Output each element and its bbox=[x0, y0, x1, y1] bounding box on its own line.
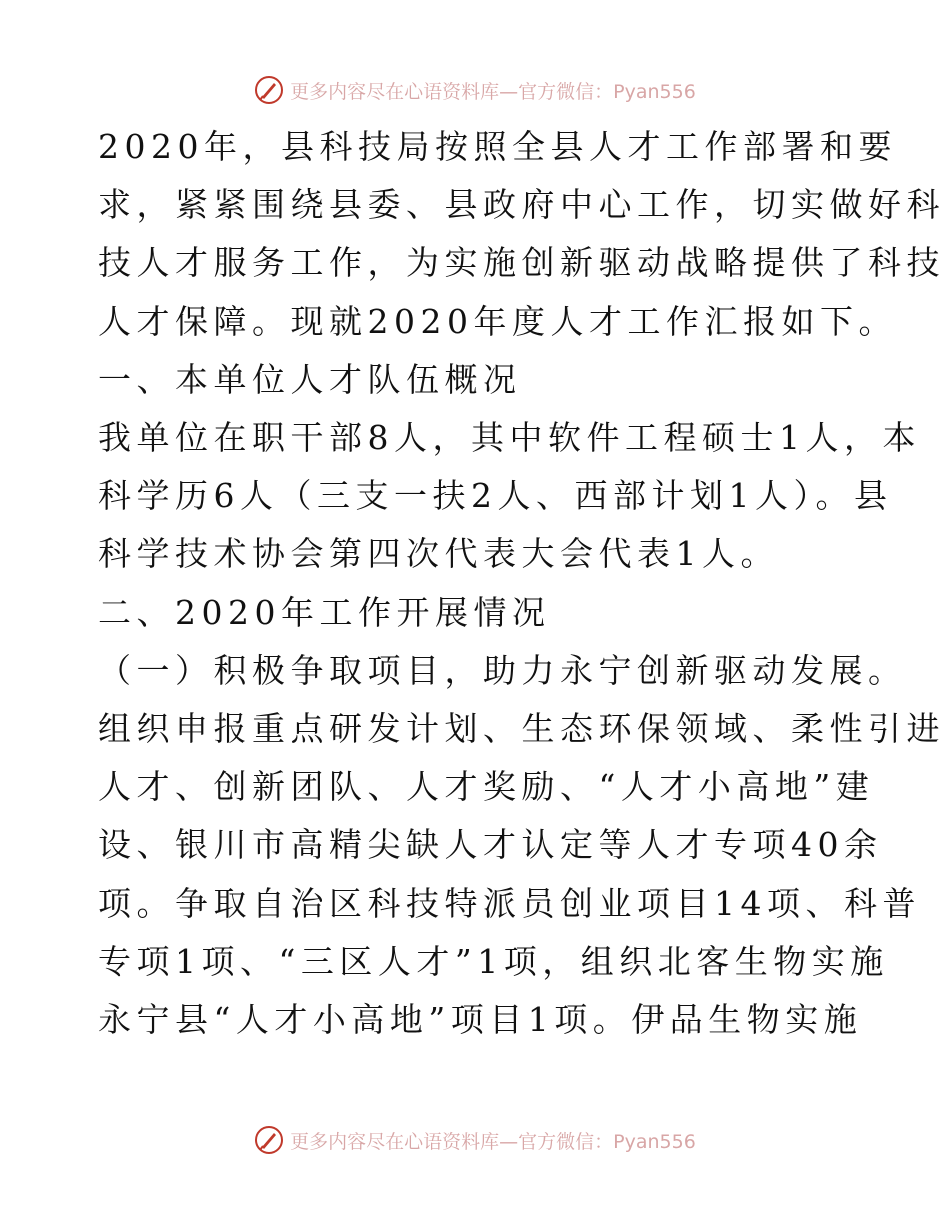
text-line: （一）积极争取项目，助力永宁创新驱动发展。 bbox=[98, 650, 907, 690]
text-line: 永宁县“人才小高地”项目1项。伊品生物实施 bbox=[98, 1000, 863, 1040]
section-heading-2 bbox=[98, 584, 858, 642]
heading-line: 二、2020年工作开展情况 bbox=[98, 592, 551, 632]
paragraph-intro bbox=[98, 118, 945, 351]
text-line: 项。争取自治区科技特派员创业项目14项、科普 bbox=[98, 883, 921, 923]
text-line: 人才、创新团队、人才奖励、“人才小高地”建 bbox=[98, 767, 875, 807]
text-line: 技人才服务工作，为实施创新驱动战略提供了科技 bbox=[98, 243, 945, 283]
text-line: 专项1项、“三区人才”1项，组织北客生物实施 bbox=[98, 941, 889, 981]
feather-pen-icon bbox=[254, 75, 284, 105]
paragraph-projects bbox=[98, 642, 945, 1049]
header-watermark bbox=[0, 70, 950, 110]
text-line: 我单位在职干部8人，其中软件工程硕士1人，本 bbox=[98, 418, 921, 458]
text-line: 科学技术协会第四次代表大会代表1人。 bbox=[98, 534, 779, 574]
text-line: 科学历6人（三支一扶2人、西部计划1人）。县 bbox=[98, 476, 893, 516]
heading-line: 一、本单位人才队伍概况 bbox=[98, 359, 522, 399]
document-body bbox=[98, 118, 945, 1049]
watermark-text: 更多内容尽在心语资料库—官方微信：Pyan556 bbox=[290, 1130, 696, 1153]
text-line: 组织申报重点研发计划、生态环保领域、柔性引进 bbox=[98, 709, 945, 749]
feather-pen-icon bbox=[254, 1125, 284, 1155]
watermark-text: 更多内容尽在心语资料库—官方微信：Pyan556 bbox=[290, 80, 696, 103]
text-line: 求，紧紧围绕县委、县政府中心工作，切实做好科 bbox=[98, 185, 945, 225]
text-line: 2020年，县科技局按照全县人才工作部署和要 bbox=[98, 127, 897, 166]
text-line: 人才保障。现就2020年度人才工作汇报如下。 bbox=[98, 301, 897, 341]
footer-watermark bbox=[0, 1120, 950, 1160]
paragraph-staff bbox=[98, 409, 921, 584]
text-line: 设、银川市高精尖缺人才认定等人才专项40余 bbox=[98, 825, 883, 865]
section-heading-1 bbox=[98, 351, 858, 409]
